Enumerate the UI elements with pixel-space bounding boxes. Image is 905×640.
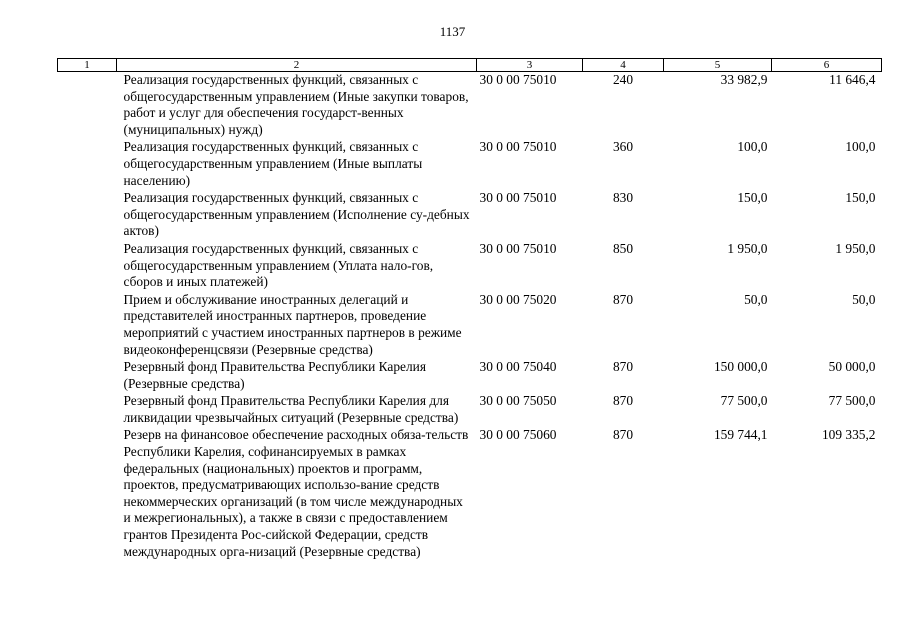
amount-col6-cell: 77 500,0 — [828, 393, 876, 409]
target-article-code-cell: 30 0 00 75060 — [479, 427, 557, 443]
expense-type-cell: 360 — [612, 139, 634, 155]
amount-col5-cell: 1 950,0 — [727, 240, 768, 256]
target-article-code-cell: 30 0 00 75020 — [479, 291, 557, 307]
expense-name-cell: Реализация государственных функций, связанных с общегосударственным управлением (Исполнение су-дебных актов) — [123, 190, 470, 239]
amount-col6-cell: 11 646,4 — [829, 72, 876, 87]
expense-name-cell: Реализация государственных функций, связанных с общегосударственным управлением (Иные выплаты населению) — [123, 139, 423, 188]
table-row — [58, 241, 882, 292]
column-header-6: 6 — [772, 59, 882, 72]
table-row — [58, 393, 882, 427]
target-article-code-cell: 30 0 00 75010 — [479, 139, 557, 155]
table-row — [58, 292, 882, 359]
expense-type-cell: 870 — [612, 291, 634, 307]
expense-name-cell: Прием и обслуживание иностранных делегаций и представителей иностранных партнеров, проведение мероприятий с участием иностранных партнеров в режиме видеоконференцсвязи (Резервные средства) — [123, 291, 462, 357]
expense-type-cell: 870 — [612, 427, 634, 443]
table-row — [58, 427, 882, 561]
amount-col5-cell: 33 982,9 — [720, 72, 768, 87]
amount-col6-cell: 109 335,2 — [821, 427, 876, 443]
amount-col6-cell: 50,0 — [852, 291, 876, 307]
column-header-1: 1 — [58, 59, 117, 72]
column-header-2: 2 — [117, 59, 477, 72]
table-row — [58, 190, 882, 241]
table-body — [58, 72, 882, 562]
budget-table — [57, 58, 882, 561]
amount-col5-cell: 150,0 — [737, 190, 768, 206]
expense-type-cell: 830 — [612, 190, 634, 206]
amount-col5-cell: 159 744,1 — [713, 427, 768, 443]
target-article-code-cell: 30 0 00 75050 — [479, 393, 557, 409]
table-row — [58, 72, 882, 140]
row-index-cell — [58, 359, 117, 393]
expense-name-cell: Реализация государственных функций, связанных с общегосударственным управлением (Уплата нало-гов, сборов и иных платежей) — [123, 240, 434, 290]
expense-type-cell: 870 — [612, 359, 634, 375]
expense-name-cell: Резервный фонд Правительства Республики Карелия (Резервные средства) — [123, 359, 426, 391]
expense-type-cell: 850 — [612, 240, 634, 256]
table-header — [58, 59, 882, 72]
column-header-5: 5 — [664, 59, 772, 72]
expense-name-cell: Резервный фонд Правительства Республики Карелия для ликвидации чрезвычайных ситуаций (Резервные средства) — [123, 393, 459, 425]
target-article-code-cell: 30 0 00 75010 — [479, 240, 557, 256]
target-article-code-cell: 30 0 00 75010 — [479, 72, 557, 87]
expense-name-cell: Реализация государственных функций, связанных с общегосударственным управлением (Иные закупки товаров, работ и услуг для обеспечения государст-венных (муниципальных) нужд) — [123, 72, 469, 137]
expense-type-cell: 870 — [612, 393, 634, 409]
row-index-cell — [58, 139, 117, 190]
target-article-code-cell: 30 0 00 75010 — [479, 190, 557, 206]
target-article-code-cell: 30 0 00 75040 — [479, 359, 557, 375]
table-row — [58, 139, 882, 190]
amount-col6-cell: 50 000,0 — [828, 359, 876, 375]
amount-col5-cell: 100,0 — [737, 139, 768, 155]
expense-name-cell: Резерв на финансовое обеспечение расходных обяза-тельств Республики Карелия, софинансируемых в рамках федеральных (национальных) проектов и программ, проектов, предусматривающих использо-вание средств некоммерческих организаций (в том числе международных и межрегиональных), а также в связи с предоставлением грантов Президента Рос-сийской Федерации, средств международных орга-низаций (Резервные средства) — [123, 427, 469, 559]
row-index-cell — [58, 292, 117, 359]
column-header-3: 3 — [477, 59, 583, 72]
amount-col5-cell: 77 500,0 — [720, 393, 768, 409]
amount-col6-cell: 1 950,0 — [835, 240, 876, 256]
expense-type-cell: 240 — [612, 72, 634, 87]
amount-col6-cell: 100,0 — [845, 139, 876, 155]
amount-col5-cell: 50,0 — [744, 291, 768, 307]
amount-col6-cell: 150,0 — [845, 190, 876, 206]
amount-col5-cell: 150 000,0 — [713, 359, 768, 375]
column-number-row — [58, 59, 882, 72]
table-row — [58, 359, 882, 393]
row-index-cell — [58, 72, 117, 140]
row-index-cell — [58, 393, 117, 427]
page-number: 1137 — [439, 24, 466, 39]
row-index-cell — [58, 241, 117, 292]
row-index-cell — [58, 427, 117, 561]
row-index-cell — [58, 190, 117, 241]
column-header-4: 4 — [583, 59, 664, 72]
